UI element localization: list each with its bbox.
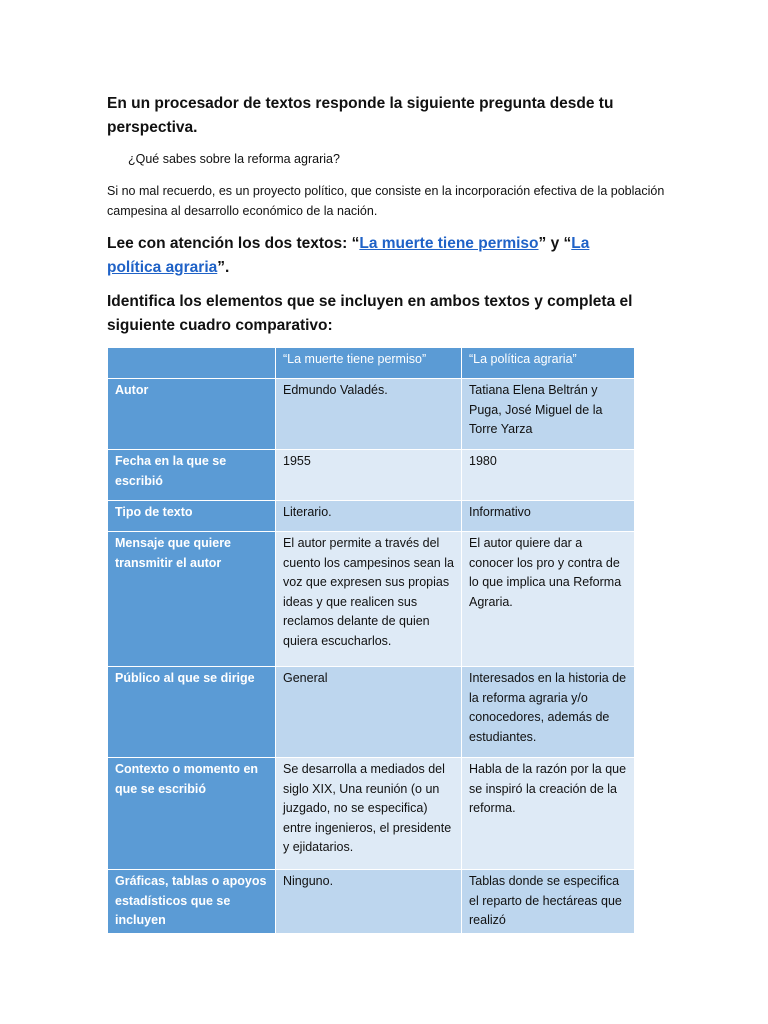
question-reforma-agraria: ¿Qué sabes sobre la reforma agraria?	[128, 152, 340, 166]
row-label: Autor	[108, 379, 276, 450]
table-row	[108, 379, 635, 450]
table-cell: Interesados en la historia de la reforma agraria y/o conocedores, además de estudiantes.	[462, 667, 635, 758]
answer-paragraph: Si no mal recuerdo, es un proyecto político, que consiste en la incorporación efectiva de la población campesina al desarrollo económico de la nación.	[107, 184, 665, 218]
row-label: Tipo de texto	[108, 501, 276, 532]
table-row	[108, 501, 635, 532]
table-header-text-2: “La política agraria”	[462, 348, 635, 379]
row-label: Contexto o momento en que se escribió	[108, 758, 276, 870]
table-row	[108, 667, 635, 758]
instruction-identify-elements: Identifica los elementos que se incluyen en ambos textos y completa el siguiente cuadro comparativo:	[107, 293, 633, 334]
table-cell: Tatiana Elena Beltrán y Puga, José Miguel de la Torre Yarza	[462, 379, 635, 450]
table-cell: El autor permite a través del cuento los campesinos sean la voz que expresen sus propias ideas y que realicen sus reclamos delante de quien quiera escucharlos.	[276, 532, 462, 667]
table-cell: Se desarrolla a mediados del siglo XIX, Una reunión (o un juzgado, no se especifica) entre ingenieros, el presidente y ejidatarios.	[276, 758, 462, 870]
table-row	[108, 532, 635, 667]
table-cell: Informativo	[462, 501, 635, 532]
table-cell: 1955	[276, 450, 462, 501]
table-header-empty	[108, 348, 276, 379]
comparison-table	[107, 347, 635, 934]
table-row	[108, 450, 635, 501]
instruction-respond: En un procesador de textos responde la siguiente pregunta desde tu perspectiva.	[107, 95, 614, 136]
table-header-text-1: “La muerte tiene permiso”	[276, 348, 462, 379]
link-la-muerte-tiene-permiso[interactable]: La muerte tiene permiso	[359, 235, 539, 252]
row-label: Público al que se dirige	[108, 667, 276, 758]
instruction-read-texts	[107, 232, 647, 280]
row-label: Mensaje que quiere transmitir el autor	[108, 532, 276, 667]
table-cell: General	[276, 667, 462, 758]
table-cell: Ninguno.	[276, 870, 462, 934]
link-la-politica-agraria[interactable]: La política agraria	[107, 235, 590, 276]
table-cell: Habla de la razón por la que se inspiró la creación de la reforma.	[462, 758, 635, 870]
table-cell: Tablas donde se especifica el reparto de hectáreas que realizó	[462, 870, 635, 934]
instruction-read-suffix: ”.	[217, 259, 230, 276]
table-cell: Literario.	[276, 501, 462, 532]
instruction-read-middle: ” y “	[538, 235, 572, 252]
table-cell: Edmundo Valadés.	[276, 379, 462, 450]
table-cell: El autor quiere dar a conocer los pro y contra de lo que implica una Reforma Agraria.	[462, 532, 635, 667]
instruction-read-prefix: Lee con atención los dos textos: “	[107, 235, 360, 252]
table-row	[108, 758, 635, 870]
table-cell: 1980	[462, 450, 635, 501]
row-label: Fecha en la que se escribió	[108, 450, 276, 501]
row-label: Gráficas, tablas o apoyos estadísticos que se incluyen	[108, 870, 276, 934]
table-header-row	[108, 348, 635, 379]
table-row	[108, 870, 635, 934]
